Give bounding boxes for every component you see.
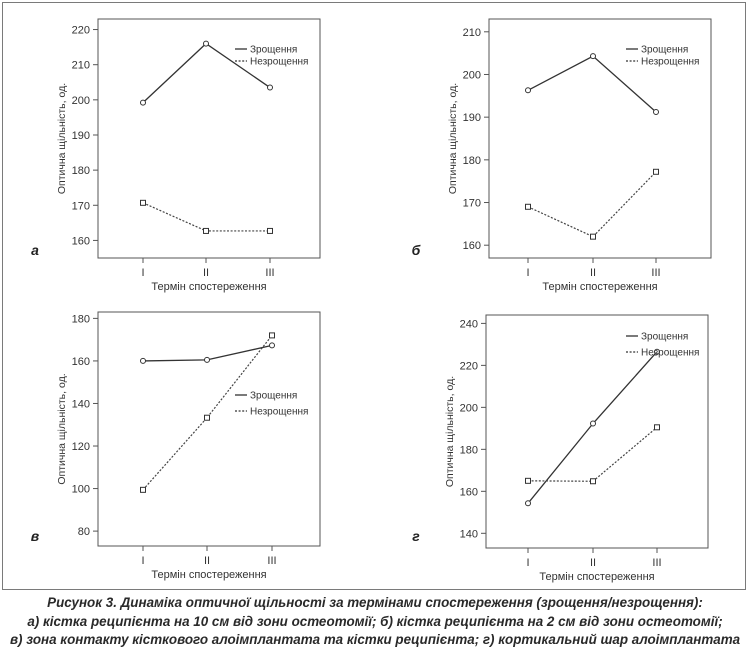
chart-panel-2 — [412, 19, 711, 293]
x-axis-title: Термін спостереження — [151, 569, 267, 581]
y-tick-label: 170 — [462, 197, 481, 210]
data-point — [591, 234, 596, 239]
x-tick-label: I — [526, 557, 530, 569]
y-tick-label: 80 — [77, 526, 90, 539]
legend — [235, 45, 308, 68]
data-point — [591, 54, 596, 59]
y-tick-label: 220 — [71, 24, 90, 37]
series-line-1 — [528, 56, 656, 112]
y-tick-label: 170 — [71, 200, 90, 213]
x-tick-label: III — [265, 267, 275, 279]
y-axis-title: Оптична щільність, од. — [56, 373, 68, 485]
data-point — [654, 169, 659, 174]
chart-panel-1 — [31, 19, 320, 293]
y-tick-label: 190 — [462, 112, 481, 125]
y-tick-label: 200 — [71, 94, 90, 107]
y-tick-label: 240 — [459, 318, 478, 331]
y-tick-label: 210 — [462, 26, 481, 39]
panel-label: в — [30, 528, 40, 544]
legend-entry: Зрощення — [641, 331, 689, 343]
caption-line-1: Рисунок 3. Динаміка оптичної щільності за термінами спостереження (зрощення/незрощення): — [47, 595, 703, 610]
data-point — [526, 204, 531, 209]
y-tick-label: 180 — [71, 313, 90, 326]
x-axis-title: Термін спостереження — [151, 281, 267, 293]
y-tick-label: 160 — [462, 240, 481, 253]
y-tick-label: 140 — [71, 398, 90, 411]
y-tick-label: 180 — [462, 154, 481, 167]
y-tick-label: 190 — [71, 129, 90, 142]
caption-line-2: а) кістка реципієнта на 10 см від зони остеотомії; б) кістка реципієнта на 2 см від зони остеотомії; — [27, 613, 723, 629]
legend — [626, 332, 699, 359]
x-tick-label: II — [589, 267, 597, 279]
data-point — [654, 110, 659, 115]
y-tick-label: 100 — [71, 483, 90, 496]
data-point — [526, 501, 531, 506]
data-point — [205, 415, 210, 420]
x-tick-label: I — [526, 267, 530, 279]
x-tick-label: I — [141, 267, 145, 279]
legend-entry: Зрощення — [641, 44, 689, 56]
caption-line-3: в) зона контакту кісткового алоімплантата та кістки реципієнта; г) кортикальний шар алоімплантата — [9, 632, 741, 647]
plot-area — [98, 312, 320, 546]
x-axis-title: Термін спостереження — [542, 281, 658, 293]
legend-entry: Незрощення — [641, 56, 700, 68]
x-tick-label: II — [589, 557, 597, 569]
figure-caption — [0, 594, 750, 650]
y-tick-label: 180 — [71, 165, 90, 178]
y-tick-label: 140 — [459, 528, 478, 541]
series-line-2 — [528, 427, 657, 481]
legend-entry: Зрощення — [250, 390, 298, 402]
data-point — [270, 333, 275, 338]
chart-panel-4 — [412, 315, 708, 583]
y-tick-label: 120 — [71, 441, 90, 454]
legend-entry: Зрощення — [250, 44, 298, 56]
panel-label: а — [31, 242, 39, 258]
y-tick-label: 160 — [459, 486, 478, 499]
series-line-2 — [528, 172, 656, 237]
data-point — [141, 100, 146, 105]
data-point — [204, 228, 209, 233]
data-point — [591, 421, 596, 426]
legend-entry: Незрощення — [250, 406, 309, 418]
y-tick-label: 220 — [459, 360, 478, 373]
chart-panel-3 — [31, 312, 320, 581]
y-tick-label: 180 — [459, 444, 478, 457]
x-tick-label: III — [267, 555, 277, 567]
data-point — [205, 357, 210, 362]
series-line-2 — [143, 203, 270, 231]
y-tick-label: 200 — [462, 69, 481, 82]
data-point — [655, 425, 660, 430]
data-point — [270, 343, 275, 348]
data-point — [268, 85, 273, 90]
data-point — [591, 479, 596, 484]
x-tick-label: II — [202, 267, 210, 279]
x-axis-title: Термін спостереження — [539, 571, 655, 583]
x-tick-label: III — [652, 557, 662, 569]
data-point — [204, 41, 209, 46]
data-point — [526, 478, 531, 483]
data-point — [141, 358, 146, 363]
data-point — [141, 487, 146, 492]
y-axis-title: Оптична щільність, од. — [444, 375, 456, 488]
legend-entry: Незрощення — [250, 56, 309, 68]
y-tick-label: 210 — [71, 59, 90, 72]
data-point — [268, 228, 273, 233]
data-point — [526, 88, 531, 93]
y-tick-label: 160 — [71, 235, 90, 248]
legend-entry: Незрощення — [641, 347, 700, 359]
y-axis-title: Оптична щільність, од. — [56, 82, 68, 195]
legend — [235, 391, 308, 418]
legend — [626, 45, 699, 68]
data-point — [141, 200, 146, 205]
y-axis-title: Оптична щільність, од. — [447, 82, 459, 195]
y-tick-label: 200 — [459, 402, 478, 415]
panel-label: б — [411, 242, 421, 258]
panel-label: г — [412, 528, 420, 544]
x-tick-label: I — [141, 555, 145, 567]
x-tick-label: II — [203, 555, 211, 567]
x-tick-label: III — [651, 267, 661, 279]
y-tick-label: 160 — [71, 355, 90, 368]
